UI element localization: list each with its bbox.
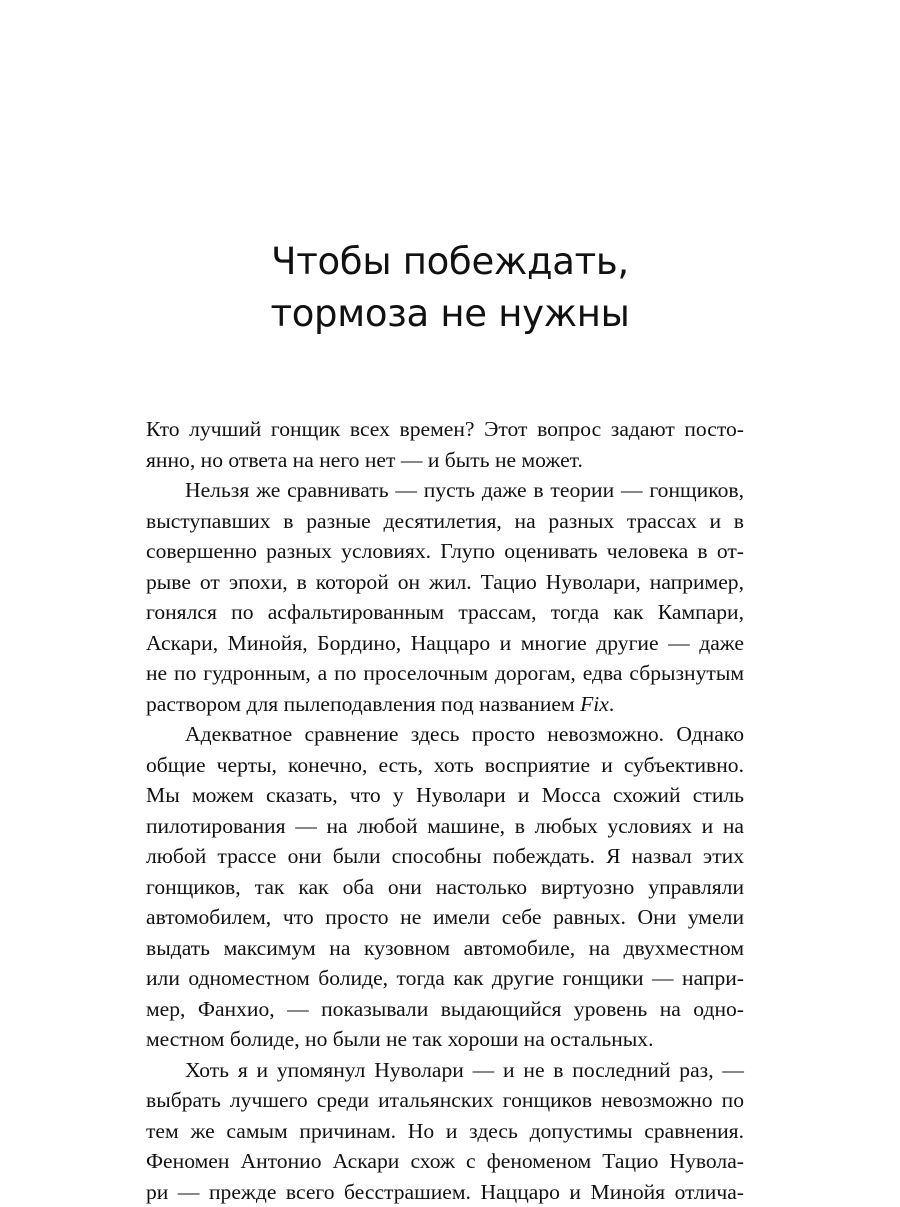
text-line-content: ри — прежде всего бесстрашием. Наццаро и Минойя отлича-	[146, 1180, 744, 1204]
text-line	[146, 963, 744, 994]
text-line	[146, 506, 744, 537]
text-line-content: янно, но ответа на него нет — и быть не может.	[146, 448, 583, 472]
text-line	[146, 628, 744, 659]
text-line-content: любой трассе они были способны побеждать. Я назвал этих	[146, 844, 744, 868]
text-line-content: Нельзя же сравнивать — пусть даже в теории — гонщиков,	[185, 478, 744, 502]
text-line	[146, 1116, 744, 1147]
chapter-title	[150, 236, 750, 340]
text-line	[146, 902, 744, 933]
text-line	[146, 567, 744, 598]
text-line-content: мер, Фанхио, — показывали выдающийся уровень на одно-	[146, 997, 744, 1021]
text-line-tail: .	[609, 692, 614, 716]
text-line	[146, 414, 744, 445]
text-line-content: не по гудронным, а по проселочным дорогам, едва сбрызнутым	[146, 661, 744, 685]
text-line	[146, 1024, 744, 1055]
text-line-content: выступавших в разные десятилетия, на разных трассах и в	[146, 509, 744, 533]
text-line-content: выдать максимум на кузовном автомобиле, на двухместном	[146, 936, 744, 960]
text-line	[146, 719, 744, 750]
text-line	[146, 811, 744, 842]
text-line	[146, 1146, 744, 1177]
body-text	[146, 414, 744, 1207]
text-line-content: раствором для пылеподавления под названием	[146, 692, 580, 716]
text-line-content: общие черты, конечно, есть, хоть восприятие и субъективно.	[146, 753, 744, 777]
text-line	[146, 475, 744, 506]
text-line-content: гонщиков, так как оба они настолько виртуозно управляли	[146, 875, 744, 899]
text-line	[146, 841, 744, 872]
text-line-content: Адекватное сравнение здесь просто невозможно. Однако	[185, 722, 744, 746]
text-line	[146, 933, 744, 964]
text-line	[146, 689, 744, 720]
text-line	[146, 597, 744, 628]
text-line	[146, 1055, 744, 1086]
text-line-content: или одноместном болиде, тогда как другие гонщики — напри-	[146, 966, 744, 990]
text-line	[146, 1085, 744, 1116]
text-line-content: Кто лучший гонщик всех времен? Этот вопрос задают посто-	[146, 417, 744, 441]
text-line	[146, 872, 744, 903]
text-line-content: автомобилем, что просто не имели себе равных. Они умели	[146, 905, 744, 929]
italic-term: Fix	[580, 692, 609, 716]
text-line-content: гонялся по асфальтированным трассам, тогда как Кампари,	[146, 600, 744, 624]
text-line	[146, 536, 744, 567]
chapter-title-line-2: тормоза не нужны	[150, 288, 750, 340]
text-line	[146, 780, 744, 811]
text-line	[146, 750, 744, 781]
text-line-content: тем же самым причинам. Но и здесь допустимы сравнения.	[146, 1119, 744, 1143]
text-line-content: местном болиде, но были не так хороши на остальных.	[146, 1027, 653, 1051]
text-line-content: совершенно разных условиях. Глупо оценивать человека в от-	[146, 539, 744, 563]
text-line-content: Хоть я и упомянул Нуволари — и не в последний раз, —	[185, 1058, 744, 1082]
text-line-content: Мы можем сказать, что у Нуволари и Мосса схожий стиль	[146, 783, 744, 807]
text-line	[146, 1177, 744, 1207]
text-line	[146, 994, 744, 1025]
text-line-content: рыве от эпохи, в которой он жил. Тацио Нуволари, например,	[146, 570, 744, 594]
text-line-content: Феномен Антонио Аскари схож с феноменом Тацио Нувола-	[146, 1149, 744, 1173]
text-line	[146, 658, 744, 689]
text-line-content: пилотирования — на любой машине, в любых условиях и на	[146, 814, 744, 838]
text-line	[146, 445, 744, 476]
text-line-content: Аскари, Минойя, Бордино, Наццаро и многие другие — даже	[146, 631, 744, 655]
chapter-title-line-1: Чтобы побеждать,	[150, 236, 750, 288]
text-line-content: выбрать лучшего среди итальянских гонщиков невозможно по	[146, 1088, 744, 1112]
